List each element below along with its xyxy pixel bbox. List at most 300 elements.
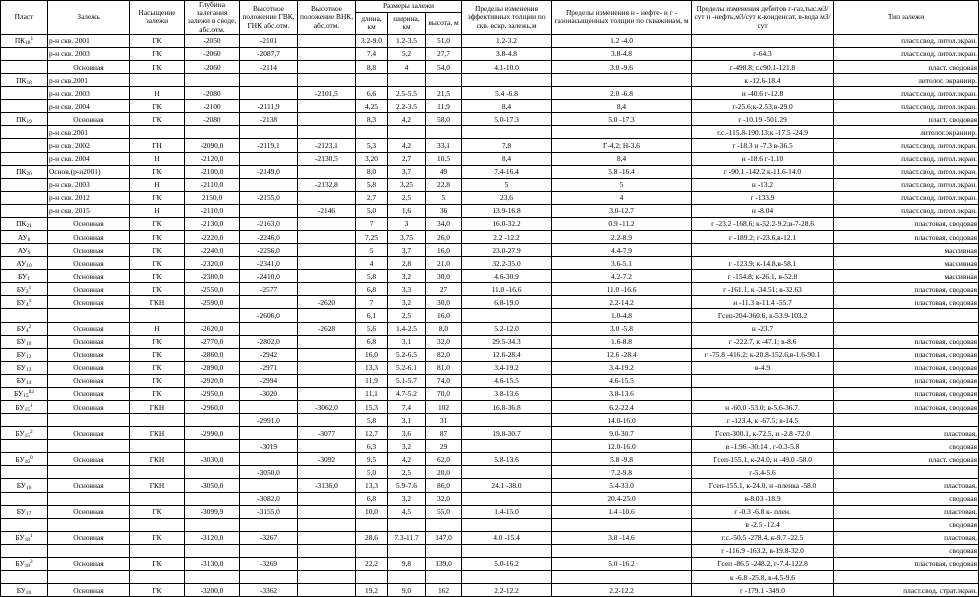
cell-eff-thickness [462, 518, 552, 531]
cell-zalezh: Основная [48, 60, 130, 73]
cell-eff-thickness: 4.6-30.9 [462, 270, 552, 283]
cell-height: 16,0 [426, 309, 462, 322]
cell-zalezh: Основная [48, 322, 130, 335]
cell-depth [185, 544, 240, 557]
cell-plast [1, 230, 48, 243]
cell-debits: г -23.2 -168.6; к-52.2-9.2;в-7-28.6 [692, 217, 834, 230]
plast-index: 18 [25, 40, 31, 47]
cell-debits: к -12.6-18.4 [692, 74, 834, 87]
table-row [1, 126, 979, 139]
cell-type: пластовая, [834, 427, 979, 440]
table-row [1, 348, 979, 361]
plast-name: АУ [16, 258, 27, 268]
cell-eff-thickness: 3.4-19.2 [462, 361, 552, 374]
plast-index: 18 [24, 537, 30, 544]
plast-superscript: 02 [28, 389, 34, 396]
cell-zalezh: Основная [48, 230, 130, 243]
cell-gvk: -2101 [240, 34, 298, 47]
plast-name: БУ [16, 507, 26, 517]
cell-eff-thickness: 7,8 [462, 139, 552, 152]
cell-saturation: ГК [130, 283, 185, 296]
table-row [1, 544, 979, 557]
plast-index: 17 [25, 511, 32, 518]
plast-superscript: 1 [29, 533, 33, 540]
cell-width: 9,8 [388, 557, 426, 570]
cell-oil-gas-thickness: 1.0-4.8 [552, 309, 692, 322]
cell-oil-gas-thickness: 1.6-8.8 [552, 335, 692, 348]
cell-oil-gas-thickness: 2.2-14.2 [552, 296, 692, 309]
cell-eff-thickness: 8,4 [462, 100, 552, 113]
plast-index: 21 [26, 223, 32, 230]
table-row [1, 518, 979, 531]
cell-type: пластовая, [834, 505, 979, 518]
cell-debits: г-5.4-5.6 [692, 466, 834, 479]
cell-debits: г -123.4, к -67.5; в-14.5 [692, 414, 834, 427]
cell-type: пласт.свод, литол.экран. [834, 165, 979, 178]
cell-eff-thickness: 23,6 [462, 191, 552, 204]
col-vnk: Высотное положение ВНК, абс.отм. [298, 1, 356, 35]
cell-zalezh [48, 466, 130, 479]
cell-gvk: -2149,0 [240, 165, 298, 178]
cell-height: 16,0 [426, 244, 462, 257]
cell-vnk: -2146 [298, 204, 356, 217]
table-row [1, 531, 979, 544]
cell-zalezh: Основная [48, 296, 130, 309]
cell-saturation: ГК [130, 47, 185, 60]
cell-gvk [240, 74, 298, 87]
cell-vnk [298, 492, 356, 505]
cell-height: 8,0 [426, 322, 462, 335]
cell-width: 7.3-11.7 [388, 531, 426, 544]
cell-saturation: ГК [130, 387, 185, 400]
plast-index: 10 [25, 341, 32, 348]
cell-length: 5,6 [356, 322, 388, 335]
header-row [1, 1, 979, 13]
cell-eff-thickness [462, 492, 552, 505]
cell-gvk [240, 518, 298, 531]
cell-oil-gas-thickness [552, 544, 692, 557]
cell-plast [1, 126, 48, 139]
cell-vnk [298, 113, 356, 126]
cell-type [834, 571, 979, 584]
cell-plast [1, 387, 48, 400]
cell-oil-gas-thickness: 5.8 -16.4 [552, 165, 692, 178]
cell-depth: -2620,0 [185, 322, 240, 335]
cell-eff-thickness: 3.8-13.6 [462, 387, 552, 400]
cell-eff-thickness: 3.8-4.8 [462, 47, 552, 60]
cell-oil-gas-thickness [552, 126, 692, 139]
cell-length [356, 544, 388, 557]
cell-zalezh: Основная [48, 387, 130, 400]
table-row [1, 204, 979, 217]
table-row [1, 309, 979, 322]
cell-vnk [298, 387, 356, 400]
cell-height: 33,1 [426, 139, 462, 152]
cell-length: 6,8 [356, 283, 388, 296]
cell-type: пластовая, сводовая [834, 296, 979, 309]
cell-vnk: -3092 [298, 453, 356, 466]
cell-gvk: -2138 [240, 113, 298, 126]
cell-depth: -2960,0 [185, 401, 240, 414]
cell-length: 19,2 [356, 584, 388, 597]
cell-gvk: -2802,0 [240, 335, 298, 348]
cell-vnk [298, 557, 356, 570]
cell-vnk [298, 60, 356, 73]
cell-vnk [298, 126, 356, 139]
cell-oil-gas-thickness: 3.8-4.8 [552, 47, 692, 60]
cell-debits: г -154.8; к-26.1, в-52.8 [692, 270, 834, 283]
plast-superscript: 0 [29, 454, 33, 461]
table-row [1, 178, 979, 191]
cell-plast [1, 113, 48, 126]
cell-type: литолог. экраниир. [834, 74, 979, 87]
cell-zalezh: р-н скв.2001 [48, 74, 130, 87]
cell-saturation: Н [130, 204, 185, 217]
cell-oil-gas-thickness: 1.4 -10.6 [552, 505, 692, 518]
col-oil-gas-thickness: Пределы изменения н - нефте- и г - газонасыщенных толщин по скважинам, м [552, 1, 692, 35]
cell-saturation: Н [130, 152, 185, 165]
cell-plast [1, 427, 48, 440]
cell-zalezh: Основная [48, 557, 130, 570]
cell-oil-gas-thickness: Г-4,2; Н-3.6 [552, 139, 692, 152]
plast-index: 19 [26, 118, 32, 125]
cell-debits: г-498.8; г.с90.1-121.8 [692, 60, 834, 73]
cell-debits: н -23.7 [692, 322, 834, 335]
cell-length: 6,1 [356, 309, 388, 322]
cell-gvk: -2994 [240, 374, 298, 387]
cell-length: 5 [356, 244, 388, 257]
cell-depth: -2550,0 [185, 283, 240, 296]
cell-oil-gas-thickness: 2.2-8.9 [552, 230, 692, 243]
plast-index: 16 [25, 485, 32, 491]
plast-index: 8 [27, 236, 31, 243]
col-zalezh: Залежь [48, 1, 130, 35]
plast-index: 1 [27, 275, 30, 282]
cell-saturation: ГК [130, 100, 185, 113]
cell-vnk: -2130,5 [298, 152, 356, 165]
cell-saturation [130, 414, 185, 427]
table-row [1, 571, 979, 584]
cell-saturation: ГКН [130, 427, 185, 440]
cell-vnk [298, 335, 356, 348]
cell-plast [1, 557, 48, 570]
cell-depth: -2320,0 [185, 257, 240, 270]
cell-eff-thickness: 16.8-36.8 [462, 401, 552, 414]
cell-length: 6,8 [356, 492, 388, 505]
cell-oil-gas-thickness: 3.4-19.2 [552, 361, 692, 374]
col-saturation: Насыщение залежи [130, 1, 185, 35]
cell-plast [1, 348, 48, 361]
cell-eff-thickness: 24.1 -38.0 [462, 479, 552, 492]
cell-depth: -2950,0 [185, 387, 240, 400]
cell-zalezh [48, 571, 130, 584]
cell-zalezh: Основная [48, 270, 130, 283]
cell-length [356, 571, 388, 584]
cell-saturation: ГК [130, 531, 185, 544]
cell-oil-gas-thickness: 3.0-12.7 [552, 204, 692, 217]
cell-plast [1, 217, 48, 230]
cell-zalezh: р-н скв. 2003 [48, 87, 130, 100]
cell-saturation: Н [130, 322, 185, 335]
cell-zalezh: Основная [48, 453, 130, 466]
cell-vnk [298, 571, 356, 584]
cell-height: 51,0 [426, 34, 462, 47]
cell-length: 10,0 [356, 505, 388, 518]
cell-zalezh: р-н скв. 2012 [48, 191, 130, 204]
cell-plast [1, 492, 48, 505]
cell-height: 86,0 [426, 479, 462, 492]
table-row [1, 440, 979, 453]
cell-depth: -2100,0 [185, 165, 240, 178]
cell-depth: -2060 [185, 47, 240, 60]
plast-name: БУ [16, 376, 26, 386]
cell-oil-gas-thickness: 3.0 -9.6 [552, 60, 692, 73]
cell-plast [1, 74, 48, 87]
cell-oil-gas-thickness: 20.4-25.0 [552, 492, 692, 505]
cell-type: пласт.свод, литол.экран. [834, 191, 979, 204]
cell-eff-thickness: 5.4 -6.8 [462, 87, 552, 100]
col-type: Тип залежи [834, 1, 979, 35]
cell-width: 4,5 [388, 505, 426, 518]
cell-plast [1, 152, 48, 165]
cell-gvk [240, 571, 298, 584]
cell-oil-gas-thickness: 2.0 -6.8 [552, 87, 692, 100]
table-row [1, 322, 979, 335]
cell-gvk [240, 427, 298, 440]
cell-length: 7 [356, 217, 388, 230]
cell-length: 5,3 [356, 139, 388, 152]
cell-vnk: -2628 [298, 322, 356, 335]
cell-debits: г -161.1, к -34.51; в-32.63 [692, 283, 834, 296]
cell-saturation: ГКН [130, 296, 185, 309]
cell-saturation: ГК [130, 557, 185, 570]
table-row [1, 505, 979, 518]
cell-vnk [298, 466, 356, 479]
cell-width: 3,2 [388, 296, 426, 309]
cell-type: пласт. сводовая [834, 453, 979, 466]
cell-height: 21,0 [426, 257, 462, 270]
cell-saturation: ГК [130, 191, 185, 204]
cell-eff-thickness [462, 466, 552, 479]
cell-oil-gas-thickness: 8,4 [552, 100, 692, 113]
plast-index: 2 [25, 288, 29, 295]
cell-depth: 2150,0 [185, 191, 240, 204]
cell-saturation [130, 309, 185, 322]
cell-eff-thickness: 5.0-17.3 [462, 113, 552, 126]
col-height: высота, м [426, 12, 462, 34]
col-eff-thickness: Пределы изменения эффективных толщин по скв. вскр. залежь,м [462, 1, 552, 35]
table-row [1, 557, 979, 570]
cell-oil-gas-thickness: 12.0-16.0 [552, 440, 692, 453]
plast-index: 12 [25, 354, 32, 361]
cell-width: 2,8 [388, 257, 426, 270]
cell-plast [1, 204, 48, 217]
table-row [1, 87, 979, 100]
cell-plast [1, 479, 48, 492]
cell-height: 5 [426, 191, 462, 204]
cell-depth: -2590,0 [185, 296, 240, 309]
cell-saturation: ГК [130, 257, 185, 270]
cell-vnk [298, 270, 356, 283]
plast-name: БУ [15, 533, 25, 543]
cell-type: пласт.свод, литол.экран. [834, 178, 979, 191]
cell-zalezh: Основная [48, 348, 130, 361]
cell-gvk: -2256,0 [240, 244, 298, 257]
table-row [1, 100, 979, 113]
plast-name: БУ [16, 337, 26, 347]
cell-oil-gas-thickness: 1.2 -4.0 [552, 34, 692, 47]
cell-vnk [298, 361, 356, 374]
cell-vnk [298, 47, 356, 60]
cell-eff-thickness [462, 74, 552, 87]
cell-type: массивная [834, 270, 979, 283]
cell-depth [185, 414, 240, 427]
cell-depth: -2130,0 [185, 217, 240, 230]
cell-length: 8,3 [356, 113, 388, 126]
cell-length: 13,3 [356, 479, 388, 492]
cell-width: 3,2 [388, 440, 426, 453]
plast-index: 20 [25, 589, 32, 596]
cell-length: 7,4 [356, 47, 388, 60]
cell-gvk [240, 453, 298, 466]
cell-vnk: -2132,8 [298, 178, 356, 191]
cell-eff-thickness [462, 414, 552, 427]
cell-depth: -2860,0 [185, 348, 240, 361]
cell-zalezh: Основная [48, 217, 130, 230]
table-row [1, 466, 979, 479]
plast-index: 14 [25, 380, 32, 387]
cell-eff-thickness [462, 440, 552, 453]
plast-name: БУ [16, 585, 26, 595]
cell-gvk [240, 479, 298, 492]
cell-vnk [298, 348, 356, 361]
cell-zalezh: р-н скв. 2003 [48, 47, 130, 60]
cell-depth: -2890,0 [185, 361, 240, 374]
plast-index: 4 [25, 328, 29, 335]
cell-oil-gas-thickness: 5 [552, 178, 692, 191]
cell-saturation: ГК [130, 165, 185, 178]
cell-saturation: ГК [130, 584, 185, 597]
plast-name: ПК [16, 167, 27, 177]
table-row [1, 60, 979, 73]
cell-saturation: Н [130, 87, 185, 100]
cell-eff-thickness: 2.2-12.2 [462, 584, 552, 597]
cell-vnk [298, 257, 356, 270]
cell-vnk [298, 531, 356, 544]
cell-plast [1, 453, 48, 466]
cell-width: 4.7-5.2 [388, 387, 426, 400]
cell-width: 2,5 [388, 466, 426, 479]
cell-width: 2.2-3.5 [388, 100, 426, 113]
cell-saturation: ГКН [130, 453, 185, 466]
cell-saturation: ГК [130, 60, 185, 73]
cell-oil-gas-thickness: 0.9 -11.2 [552, 217, 692, 230]
cell-oil-gas-thickness: 5.4-33.0 [552, 479, 692, 492]
cell-width [388, 544, 426, 557]
plast-superscript: 1 [28, 297, 32, 304]
cell-height: 54,0 [426, 60, 462, 73]
cell-plast [1, 401, 48, 414]
cell-width: 3 [388, 217, 426, 230]
cell-length: 6,8 [356, 335, 388, 348]
cell-plast [1, 571, 48, 584]
cell-gvk [240, 178, 298, 191]
cell-oil-gas-thickness: 4 [552, 191, 692, 204]
cell-plast [1, 322, 48, 335]
cell-plast [1, 60, 48, 73]
table-row [1, 165, 979, 178]
cell-gvk: -3155,0 [240, 505, 298, 518]
cell-type: пластовая, [834, 479, 979, 492]
cell-debits [692, 374, 834, 387]
cell-depth: -3050,0 [185, 479, 240, 492]
cell-type: пластовая, сводовая [834, 348, 979, 361]
cell-width: 3,6 [388, 427, 426, 440]
cell-gvk: -2155,0 [240, 191, 298, 204]
cell-depth: -2080 [185, 113, 240, 126]
cell-depth: -2100 [185, 100, 240, 113]
plast-name: БУ [16, 284, 26, 294]
cell-height: 32,0 [426, 492, 462, 505]
cell-height: 27 [426, 283, 462, 296]
table-row [1, 152, 979, 165]
cell-depth: -2060 [185, 60, 240, 73]
cell-width: 1,6 [388, 204, 426, 217]
cell-vnk [298, 34, 356, 47]
cell-debits: н -13.2 [692, 178, 834, 191]
cell-type: пласт.свод, литол.экран. [834, 100, 979, 113]
table-row [1, 453, 979, 466]
cell-debits: г -10.19 -501.29 [692, 113, 834, 126]
cell-width: 2,5 [388, 191, 426, 204]
cell-length: 3,20 [356, 152, 388, 165]
cell-eff-thickness: 5 [462, 178, 552, 191]
cell-oil-gas-thickness: 2.2-12.2 [552, 584, 692, 597]
cell-eff-thickness: 6.8-19.0 [462, 296, 552, 309]
cell-eff-thickness: 19.8-30.7 [462, 427, 552, 440]
cell-oil-gas-thickness: 4.2-7.2 [552, 270, 692, 283]
cell-debits: г -133.9 [692, 191, 834, 204]
plast-name: ПК [16, 75, 27, 85]
cell-zalezh [48, 518, 130, 531]
cell-saturation [130, 126, 185, 139]
cell-plast [1, 257, 48, 270]
plast-index: 13 [25, 367, 32, 374]
cell-depth: -2090,0 [185, 139, 240, 152]
cell-debits: в-8.03 -18.9 [692, 492, 834, 505]
col-length: длина, км [356, 12, 388, 34]
cell-length: 11,9 [356, 374, 388, 387]
plast-superscript: 1 [28, 284, 32, 291]
cell-zalezh [48, 440, 130, 453]
table-row [1, 374, 979, 387]
cell-gvk: -3267 [240, 531, 298, 544]
cell-debits: г -189.2; г-23.6,в-12.1 [692, 230, 834, 243]
cell-debits: г -116.9 -163.2, в-19.8-32.0 [692, 544, 834, 557]
cell-zalezh: р-н скв. 2001 [48, 34, 130, 47]
cell-saturation [130, 74, 185, 87]
cell-width: 2,5 [388, 309, 426, 322]
plast-name: АУ [17, 232, 28, 242]
cell-width: 3,1 [388, 335, 426, 348]
cell-eff-thickness: 4.6-15.5 [462, 374, 552, 387]
cell-saturation: ГК [130, 335, 185, 348]
cell-zalezh: Основ.(р-н2001) [48, 165, 130, 178]
cell-length [356, 74, 388, 87]
cell-width: 4 [388, 60, 426, 73]
plast-index: 15 [23, 393, 29, 400]
cell-zalezh: Основная [48, 531, 130, 544]
